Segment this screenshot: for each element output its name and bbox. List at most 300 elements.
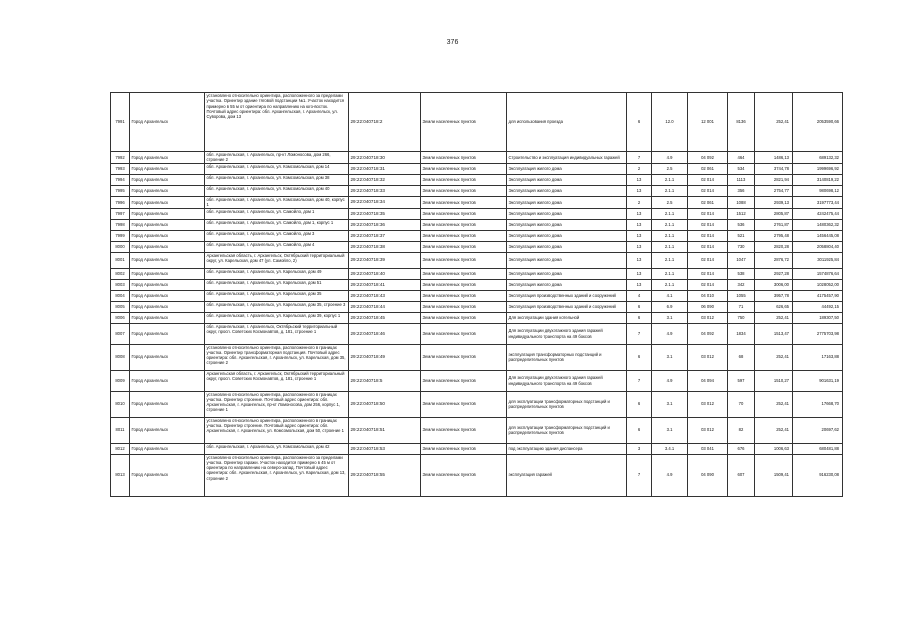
cadastral-value-cell: 4242475,44 (793, 208, 843, 219)
group-cell: 7 (627, 454, 652, 496)
address-cell: установлено относительно ориентира, расположенного в границах участка. Ориентир строение. Почтовый адрес ориентира: обл. Архангельская, г. Архангельск, пр-кт Ломоносова, дом 256, корпус 1, строение 1 (205, 391, 349, 417)
cadastral-number-cell: 29:22:040718:44 (349, 301, 421, 312)
table-row (111, 208, 843, 219)
kind-code-cell: 04 092 (688, 152, 728, 164)
cadastral-value-cell: 1574876,64 (793, 268, 843, 279)
rate-cell: 252,41 (755, 391, 793, 417)
table-row (111, 344, 843, 370)
rate-cell: 1509,41 (755, 454, 793, 496)
kind-code-cell: 02 014 (688, 186, 728, 197)
cadastral-value-cell: 3197773,44 (793, 197, 843, 209)
address-cell: обл. Архангельская, г. Архангельск, ул. Карельская, дом 35 (205, 290, 349, 301)
use-code-cell: 2.1.1 (652, 241, 688, 252)
cadastral-value-cell: 17668,70 (793, 391, 843, 417)
land-category-cell: Земли населенных пунктов (421, 417, 507, 443)
cadastral-number-cell: 29:22:040718:2 (349, 93, 421, 152)
address-cell: обл. Архангельская, г. Архангельск, ул. Самойло, дом 1 (205, 208, 349, 219)
group-cell: 13 (627, 208, 652, 219)
permitted-use-cell: Для эксплуатации здания котельной (507, 312, 627, 323)
city-cell: Город Архангельск (130, 241, 205, 252)
permitted-use-cell: Эксплуатация жилого дома (507, 279, 627, 290)
rate-cell: 2939,13 (755, 197, 793, 209)
use-code-cell: 4.9 (652, 370, 688, 391)
address-cell: обл. Архангельская, г. Архангельск, ул. Комсомольская, дом 40 (205, 186, 349, 197)
kind-code-cell: 03 041 (688, 443, 728, 454)
address-cell: обл. Архангельская, г. Архангельск, ул. Комсомольская, дом 42 (205, 443, 349, 454)
group-cell: 13 (627, 230, 652, 241)
land-category-cell: Земли населенных пунктов (421, 230, 507, 241)
land-category-cell: Земли населенных пунктов (421, 164, 507, 175)
table-row (111, 164, 843, 175)
permitted-use-cell: для эксплуатации трансформаторных подстанций и распределительных пунктов (507, 391, 627, 417)
kind-code-cell: 03 012 (688, 417, 728, 443)
group-cell: 6 (627, 93, 652, 152)
use-code-cell: 2.5 (652, 164, 688, 175)
cadastral-value-cell: 2775703,98 (793, 323, 843, 344)
group-cell: 6 (627, 301, 652, 312)
area-cell: 1512 (728, 208, 755, 219)
permitted-use-cell: под эксплуатацию здания диспансера (507, 443, 627, 454)
area-cell: 1088 (728, 197, 755, 209)
cadastral-value-cell: 20697,62 (793, 417, 843, 443)
city-cell: Город Архангельск (130, 164, 205, 175)
rate-cell: 2795,48 (755, 230, 793, 241)
row-id: 7991 (111, 93, 130, 152)
cadastral-number-cell: 29:22:040718:34 (349, 197, 421, 209)
use-code-cell: 6.9 (652, 301, 688, 312)
cadastral-number-cell: 29:22:040718:31 (349, 164, 421, 175)
table-row (111, 252, 843, 268)
cadastral-value-cell: 1028052,00 (793, 279, 843, 290)
group-cell: 6 (627, 417, 652, 443)
area-cell: 1113 (728, 175, 755, 186)
row-id: 8010 (111, 391, 130, 417)
city-cell: Город Архангельск (130, 268, 205, 279)
city-cell: Город Архангельск (130, 443, 205, 454)
table-row (111, 279, 843, 290)
land-category-cell: Земли населенных пунктов (421, 197, 507, 209)
table-row (111, 417, 843, 443)
row-id: 8000 (111, 241, 130, 252)
cadastral-number-cell: 29:22:040718:35 (349, 208, 421, 219)
rate-cell: 1006,63 (755, 443, 793, 454)
rate-cell: 3744,78 (755, 164, 793, 175)
kind-code-cell: 03 012 (688, 312, 728, 323)
area-cell: 607 (728, 454, 755, 496)
cadastral-number-cell: 29:22:040718:50 (349, 391, 421, 417)
land-category-cell: Земли населенных пунктов (421, 370, 507, 391)
area-cell: 356 (728, 186, 755, 197)
kind-code-cell: 02 014 (688, 252, 728, 268)
address-cell: Архангельская область, г. Архангельск, Октябрьский территориальный округ, просп. Советских Космонавтов, д. 181, строение 1 (205, 370, 349, 391)
rate-cell: 1513,47 (755, 323, 793, 344)
cadastral-value-cell: 1480362,32 (793, 219, 843, 230)
land-category-cell: Земли населенных пунктов (421, 344, 507, 370)
area-cell: 536 (728, 219, 755, 230)
permitted-use-cell: Для эксплуатации двухэтажного здания гаражей индивидуального транспорта на 49 боксов (507, 323, 627, 344)
land-category-cell: Земли населенных пунктов (421, 279, 507, 290)
city-cell: Город Архангельск (130, 370, 205, 391)
city-cell: Город Архангельск (130, 391, 205, 417)
row-id: 7994 (111, 175, 130, 186)
land-category-cell: Земли населенных пунктов (421, 312, 507, 323)
use-code-cell: 2.1.1 (652, 219, 688, 230)
land-category-cell: Земли населенных пунктов (421, 152, 507, 164)
permitted-use-cell: для эксплуатации трансформаторных подстанций и распределительных пунктов (507, 417, 627, 443)
address-cell: обл. Архангельская, г. Архангельск, Октябрьский территориальный округ, просп. Советских Космонавтов, д. 181, строение 1 (205, 323, 349, 344)
cadastral-value-cell: 2058804,40 (793, 241, 843, 252)
cadastral-value-cell: 189307,50 (793, 312, 843, 323)
cadastral-number-cell: 29:22:040718:46 (349, 323, 421, 344)
group-cell: 6 (627, 344, 652, 370)
use-code-cell: 3.1 (652, 344, 688, 370)
permitted-use-cell: для использования проезда (507, 93, 627, 152)
permitted-use-cell: Для эксплуатации двухэтажного здания гаражей индивидуального транспорта на 49 боксов (507, 370, 627, 391)
cadastral-number-cell: 29:22:040718:51 (349, 417, 421, 443)
land-category-cell: Земли населенных пунктов (421, 175, 507, 186)
cadastral-number-cell: 29:22:040718:40 (349, 268, 421, 279)
kind-code-cell: 02 061 (688, 164, 728, 175)
kind-code-cell: 12 001 (688, 93, 728, 152)
use-code-cell: 2.1.1 (652, 252, 688, 268)
use-code-cell: 4.1 (652, 290, 688, 301)
use-code-cell: 3.1 (652, 312, 688, 323)
table-row (111, 219, 843, 230)
rate-cell: 2754,77 (755, 186, 793, 197)
page-number: 376 (446, 39, 459, 46)
table-row (111, 197, 843, 209)
cadastral-number-cell: 29:22:040718:39 (349, 252, 421, 268)
row-id: 7997 (111, 208, 130, 219)
permitted-use-cell: Строительство и эксплуатация индивидуальных гаражей (507, 152, 627, 164)
address-cell: установлено относительно ориентира, расположенного в границах участка. Ориентир трансформаторная подстанция. Почтовый адрес ориентира: обл. Архангельская, г. Архангельск, ул. Карельская, дом 35, строение 2 (205, 344, 349, 370)
group-cell: 13 (627, 279, 652, 290)
land-category-cell: Земли населенных пунктов (421, 443, 507, 454)
row-id: 8005 (111, 301, 130, 312)
cadastral-number-cell: 29:22:040718:38 (349, 241, 421, 252)
address-cell: установлено относительно ориентира, расположенного за пределами участка. Ориентир гаражи. Участок находится примерно в 45 м от ориентира по направлению на северо-запад. Почтовый адрес ориентира: обл. Архангельская, г. Архангельск, ул. Карельская, дом 13, строение 2 (205, 454, 349, 496)
area-cell: 8136 (728, 93, 755, 152)
row-id: 8003 (111, 279, 130, 290)
use-code-cell: 3.1 (652, 391, 688, 417)
cadastral-value-cell: 680481,88 (793, 443, 843, 454)
cadastral-value-cell: 901631,19 (793, 370, 843, 391)
permitted-use-cell: Эксплуатация производственных зданий и сооружений (507, 290, 627, 301)
group-cell: 3 (627, 443, 652, 454)
cadastral-number-cell: 29:22:040718:45 (349, 312, 421, 323)
rate-cell: 1486,13 (755, 152, 793, 164)
cadastral-number-cell: 29:22:040718:55 (349, 454, 421, 496)
cadastral-number-cell: 29:22:040718:53 (349, 443, 421, 454)
city-cell: Город Архангельск (130, 186, 205, 197)
address-cell: обл. Архангельская, г. Архангельск, ул. Самойло, дом 1, корпус 1 (205, 219, 349, 230)
area-cell: 750 (728, 312, 755, 323)
row-id: 7996 (111, 197, 130, 209)
land-category-cell: Земли населенных пунктов (421, 219, 507, 230)
use-code-cell: 2.1.1 (652, 208, 688, 219)
area-cell: 534 (728, 164, 755, 175)
land-category-cell: Земли населенных пунктов (421, 301, 507, 312)
rate-cell: 2927,28 (755, 268, 793, 279)
area-cell: 538 (728, 268, 755, 279)
use-code-cell: 2.1.1 (652, 268, 688, 279)
group-cell: 7 (627, 323, 652, 344)
area-cell: 82 (728, 417, 755, 443)
rate-cell: 1510,27 (755, 370, 793, 391)
kind-code-cell: 04 010 (688, 290, 728, 301)
table-row (111, 312, 843, 323)
kind-code-cell: 03 012 (688, 391, 728, 417)
address-cell: обл. Архангельская, г. Архангельск, ул. Карельская, дом 35, строение 3 (205, 301, 349, 312)
land-category-cell: Земли населенных пунктов (421, 323, 507, 344)
use-code-cell: 2.1.1 (652, 175, 688, 186)
table-row (111, 241, 843, 252)
permitted-use-cell: Эксплуатация жилого дома (507, 268, 627, 279)
permitted-use-cell: Эксплуатация жилого дома (507, 186, 627, 197)
table-row (111, 93, 843, 152)
area-cell: 68 (728, 344, 755, 370)
kind-code-cell: 02 014 (688, 230, 728, 241)
cadastral-number-cell: 29:22:040718:30 (349, 152, 421, 164)
city-cell: Город Архангельск (130, 290, 205, 301)
table-row (111, 301, 843, 312)
kind-code-cell: 02 014 (688, 175, 728, 186)
permitted-use-cell: Эксплуатация жилого дома (507, 197, 627, 209)
table-row (111, 175, 843, 186)
land-category-cell: Земли населенных пунктов (421, 454, 507, 496)
cadastral-value-cell: 3011925,84 (793, 252, 843, 268)
city-cell: Город Архангельск (130, 175, 205, 186)
rate-cell: 2805,87 (755, 208, 793, 219)
kind-code-cell: 02 014 (688, 268, 728, 279)
row-id: 8007 (111, 323, 130, 344)
rate-cell: 252,41 (755, 344, 793, 370)
area-cell: 676 (728, 443, 755, 454)
rate-cell: 2761,87 (755, 219, 793, 230)
rate-cell: 2821,94 (755, 175, 793, 186)
use-code-cell: 3.4.1 (652, 443, 688, 454)
city-cell: Город Архангельск (130, 208, 205, 219)
cadastral-number-cell: 29:22:040718:37 (349, 230, 421, 241)
cadastral-number-cell: 29:22:040718:49 (349, 344, 421, 370)
table-row (111, 152, 843, 164)
row-id: 8008 (111, 344, 130, 370)
address-cell: обл. Архангельская, г. Архангельск, ул. Самойло, дом 4 (205, 241, 349, 252)
cadastral-number-cell: 29:22:040718:43 (349, 290, 421, 301)
row-id: 7992 (111, 152, 130, 164)
table-row (111, 323, 843, 344)
area-cell: 597 (728, 370, 755, 391)
row-id: 7999 (111, 230, 130, 241)
cadastral-value-cell: 44492,15 (793, 301, 843, 312)
row-id: 8009 (111, 370, 130, 391)
cadastral-value-cell: 2053590,66 (793, 93, 843, 152)
city-cell: Город Архангельск (130, 197, 205, 209)
permitted-use-cell: Эксплуатация производственных зданий и сооружений (507, 301, 627, 312)
group-cell: 2 (627, 197, 652, 209)
table-row (111, 268, 843, 279)
cadastral-number-cell: 29:22:040718:33 (349, 186, 421, 197)
land-category-cell: Земли населенных пунктов (421, 93, 507, 152)
group-cell: 2 (627, 164, 652, 175)
rate-cell: 626,65 (755, 301, 793, 312)
kind-code-cell: 02 014 (688, 208, 728, 219)
city-cell: Город Архангельск (130, 279, 205, 290)
kind-code-cell: 04 094 (688, 370, 728, 391)
cadastral-number-cell: 29:22:040718:5 (349, 370, 421, 391)
row-id: 8002 (111, 268, 130, 279)
row-id: 8013 (111, 454, 130, 496)
kind-code-cell: 03 012 (688, 344, 728, 370)
address-cell: обл. Архангельская, г. Архангельск, ул. Карельская, дом 49 (205, 268, 349, 279)
cadastral-value-cell: 17163,88 (793, 344, 843, 370)
kind-code-cell: 04 090 (688, 454, 728, 496)
city-cell: Город Архангельск (130, 93, 205, 152)
use-code-cell: 3.1 (652, 417, 688, 443)
table-row (111, 290, 843, 301)
rate-cell: 3957,78 (755, 290, 793, 301)
table-row (111, 370, 843, 391)
use-code-cell: 2.1.1 (652, 279, 688, 290)
row-id: 8006 (111, 312, 130, 323)
table-row (111, 391, 843, 417)
permitted-use-cell: Эксплуатация жилого дома (507, 219, 627, 230)
cadastral-value-cell: 916230,08 (793, 454, 843, 496)
group-cell: 13 (627, 175, 652, 186)
area-cell: 1834 (728, 323, 755, 344)
area-cell: 342 (728, 279, 755, 290)
city-cell: Город Архангельск (130, 323, 205, 344)
permitted-use-cell: Эксплуатация жилого дома (507, 230, 627, 241)
permitted-use-cell: Эксплуатация жилого дома (507, 252, 627, 268)
city-cell: Город Архангельск (130, 252, 205, 268)
cadastral-value-table (110, 92, 843, 497)
area-cell: 730 (728, 241, 755, 252)
kind-code-cell: 04 092 (688, 323, 728, 344)
group-cell: 4 (627, 290, 652, 301)
land-category-cell: Земли населенных пунктов (421, 290, 507, 301)
city-cell: Город Архангельск (130, 454, 205, 496)
city-cell: Город Архангельск (130, 152, 205, 164)
city-cell: Город Архангельск (130, 230, 205, 241)
address-cell: Архангельская область, г. Архангельск, Октябрьский территориальный округ, ул. Карельская, дом 47 (ул. Самойло, 2) (205, 252, 349, 268)
group-cell: 13 (627, 219, 652, 230)
use-code-cell: 2.5 (652, 197, 688, 209)
city-cell: Город Архангельск (130, 219, 205, 230)
address-cell: установлено относительно ориентира, расположенного за пределами участка. Ориентир здание тяговой подстанции №1. Участок находится примерно в 55 м от ориентира по направлению на юго-восток. Почтовый адрес ориентира: обл. Архангельская, г. Архангельск, ул. Суворова, дом 13 (205, 93, 349, 152)
row-id: 7998 (111, 219, 130, 230)
table-row (111, 186, 843, 197)
address-cell: обл. Архангельская, г. Архангельск, пр-кт Ломоносова, дом 266, строение 2 (205, 152, 349, 164)
address-cell: обл. Архангельская, г. Архангельск, ул. Карельская, дом 39, корпус 1 (205, 312, 349, 323)
use-code-cell: 2.1.1 (652, 230, 688, 241)
table-row (111, 230, 843, 241)
use-code-cell: 4.9 (652, 323, 688, 344)
rate-cell: 252,41 (755, 417, 793, 443)
address-cell: обл. Архангельская, г. Архангельск, ул. Комсомольская, дом 40, корпус 1 (205, 197, 349, 209)
row-id: 7993 (111, 164, 130, 175)
group-cell: 13 (627, 186, 652, 197)
use-code-cell: 4.9 (652, 454, 688, 496)
cadastral-value-cell: 1456445,08 (793, 230, 843, 241)
area-cell: 71 (728, 301, 755, 312)
city-cell: Город Архангельск (130, 312, 205, 323)
land-category-cell: Земли населенных пунктов (421, 241, 507, 252)
rate-cell: 2876,72 (755, 252, 793, 268)
address-cell: обл. Архангельская, г. Архангельск, ул. Комсомольская, дом 14 (205, 164, 349, 175)
area-cell: 464 (728, 152, 755, 164)
area-cell: 1055 (728, 290, 755, 301)
kind-code-cell: 02 061 (688, 197, 728, 209)
address-cell: обл. Архангельская, г. Архангельск, ул. Карельская, дом 51 (205, 279, 349, 290)
land-category-cell: Земли населенных пунктов (421, 268, 507, 279)
group-cell: 6 (627, 391, 652, 417)
land-category-cell: Земли населенных пунктов (421, 252, 507, 268)
permitted-use-cell: эксплуатация трансформаторных подстанций и распределительных пунктов (507, 344, 627, 370)
cadastral-value-cell: 980698,12 (793, 186, 843, 197)
land-category-cell: Земли населенных пунктов (421, 186, 507, 197)
permitted-use-cell: Эксплуатация жилого дома (507, 241, 627, 252)
group-cell: 7 (627, 152, 652, 164)
land-category-cell: Земли населенных пунктов (421, 208, 507, 219)
area-cell: 70 (728, 391, 755, 417)
address-cell: установлено относительно ориентира, расположенного в границах участка. Ориентир строение. Почтовый адрес ориентира: обл. Архангельская, г. Архангельск, ул. Комсомольская, дом 50, строение 1 (205, 417, 349, 443)
permitted-use-cell: Эксплуатация жилого дома (507, 208, 627, 219)
rate-cell: 2820,28 (755, 241, 793, 252)
table-row (111, 443, 843, 454)
city-cell: Город Архангельск (130, 344, 205, 370)
row-id: 8011 (111, 417, 130, 443)
row-id: 7995 (111, 186, 130, 197)
area-cell: 521 (728, 230, 755, 241)
kind-code-cell: 02 014 (688, 279, 728, 290)
address-cell: обл. Архангельская, г. Архангельск, ул. Комсомольская, дом 38 (205, 175, 349, 186)
row-id: 8012 (111, 443, 130, 454)
kind-code-cell: 06 090 (688, 301, 728, 312)
area-cell: 1047 (728, 252, 755, 268)
cadastral-value-cell: 3140819,22 (793, 175, 843, 186)
row-id: 8004 (111, 290, 130, 301)
city-cell: Город Архангельск (130, 301, 205, 312)
use-code-cell: 12.0 (652, 93, 688, 152)
rate-cell: 252,41 (755, 312, 793, 323)
kind-code-cell: 02 014 (688, 241, 728, 252)
group-cell: 7 (627, 370, 652, 391)
cadastral-number-cell: 29:22:040718:32 (349, 175, 421, 186)
group-cell: 6 (627, 312, 652, 323)
cadastral-value-cell: 689132,32 (793, 152, 843, 164)
use-code-cell: 2.1.1 (652, 186, 688, 197)
land-category-cell: Земли населенных пунктов (421, 391, 507, 417)
cadastral-number-cell: 29:22:040718:41 (349, 279, 421, 290)
kind-code-cell: 02 014 (688, 219, 728, 230)
address-cell: обл. Архангельская, г. Архангельск, ул. Самойло, дом 3 (205, 230, 349, 241)
rate-cell: 3006,00 (755, 279, 793, 290)
cadastral-value-cell: 1999696,92 (793, 164, 843, 175)
city-cell: Город Архангельск (130, 417, 205, 443)
permitted-use-cell: эксплуатация гаражей (507, 454, 627, 496)
group-cell: 13 (627, 268, 652, 279)
table-row (111, 454, 843, 496)
cadastral-number-cell: 29:22:040718:36 (349, 219, 421, 230)
use-code-cell: 4.9 (652, 152, 688, 164)
permitted-use-cell: Эксплуатация жилого дома (507, 175, 627, 186)
permitted-use-cell: Эксплуатация жилого дома (507, 164, 627, 175)
row-id: 8001 (111, 252, 130, 268)
group-cell: 13 (627, 252, 652, 268)
cadastral-value-cell: 4175457,90 (793, 290, 843, 301)
rate-cell: 252,41 (755, 93, 793, 152)
